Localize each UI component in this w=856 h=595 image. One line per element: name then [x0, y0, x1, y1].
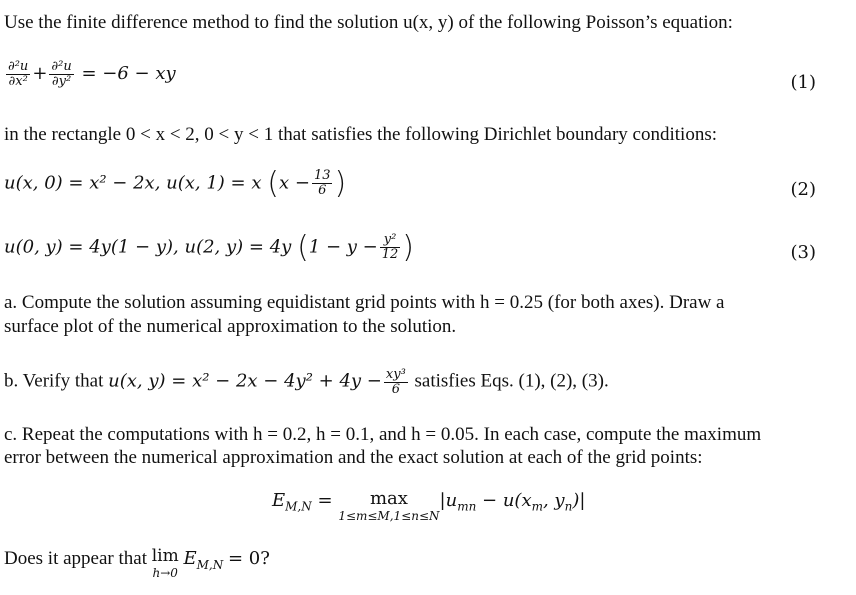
- part-c-line-2: error between the numerical approximation and the exact solution at each of the grid points:: [4, 447, 703, 468]
- eq2-frac-den: 6: [318, 183, 327, 198]
- eq2-paren-close: ): [334, 166, 347, 201]
- part-b-expr: u(x, y) = x² − 2x − 4y² + 4y −: [108, 370, 382, 392]
- question-e: E: [183, 548, 197, 569]
- eq3-number: (3): [790, 242, 816, 263]
- part-b-suffix: satisfies Eqs. (1), (2), (3).: [414, 370, 609, 392]
- eq3-inner: 1 − y −: [308, 236, 378, 258]
- limit-sub: h→0: [152, 566, 178, 580]
- part-c-line-1: c. Repeat the computations with h = 0.2, h = 0.1, and h = 0.05. In each case, compute the maximum: [4, 424, 762, 445]
- eq1-frac1-den: ∂x²: [8, 73, 28, 89]
- error-rhs-rest: − u(x: [476, 490, 532, 511]
- eq1-frac2-den: ∂y²: [51, 73, 72, 89]
- error-xm-sub: m: [531, 499, 543, 514]
- part-a-line-1: a. Compute the solution assuming equidistant grid points with h = 0.25 (for both axes). Draw a: [4, 292, 725, 313]
- part-b-prefix: b. Verify that: [4, 370, 104, 392]
- error-lhs-sub: M,N: [285, 499, 312, 514]
- eq3-frac-num: y²: [380, 233, 401, 248]
- part-b-frac-den: 6: [391, 381, 400, 397]
- error-yn-sub: n: [564, 499, 573, 514]
- question-prefix: Does it appear that: [4, 548, 147, 569]
- question: [4, 548, 270, 579]
- eq2-frac-num: 13: [313, 168, 331, 184]
- eq1-number: (1): [790, 72, 816, 93]
- part-a-line-2: surface plot of the numerical approximation to the solution.: [4, 316, 457, 337]
- eq3-frac-den: 12: [381, 247, 399, 262]
- limit-operator: lim: [151, 546, 179, 566]
- eq3-left: u(0, y) = 4y(1 − y), u(2, y) = 4y: [4, 236, 292, 258]
- equation-3: [4, 230, 414, 265]
- eq3-paren-open: (: [297, 230, 309, 265]
- eq1-rhs: = −6 − xy: [81, 63, 176, 85]
- eq2-paren-open: (: [267, 166, 279, 201]
- eq1-frac2-num: ∂²u: [51, 59, 72, 74]
- error-equals: =: [317, 490, 333, 511]
- eq1-plus: +: [32, 63, 48, 85]
- eq1-frac1-num: ∂²u: [8, 59, 29, 74]
- max-operator: max: [369, 488, 408, 509]
- error-rhs: |u: [439, 490, 458, 511]
- question-suffix: = 0?: [227, 548, 270, 569]
- equation-1: [4, 60, 176, 88]
- error-comma: , y: [542, 490, 565, 511]
- eq2-inner: x −: [278, 172, 310, 194]
- max-range: 1≤m≤M,1≤n≤N: [338, 509, 440, 523]
- equation-2: [4, 166, 346, 201]
- eq2-number: (2): [790, 179, 816, 200]
- error-lhs: E: [272, 490, 286, 511]
- error-close: )|: [572, 490, 586, 511]
- intro-text: Use the finite difference method to find the solution u(x, y) of the following Poisson’s equation:: [4, 12, 733, 33]
- part-b-frac-num: xy³: [385, 367, 406, 382]
- error-equation: [272, 490, 585, 522]
- part-b: [4, 368, 609, 396]
- rectangle-text: in the rectangle 0 < x < 2, 0 < y < 1 that satisfies the following Dirichlet boundary conditions:: [4, 124, 718, 145]
- eq2-left: u(x, 0) = x² − 2x, u(x, 1) = x: [4, 172, 262, 194]
- eq3-paren-close: ): [402, 230, 415, 265]
- error-rhs-sub: mn: [457, 499, 477, 514]
- question-e-sub: M,N: [196, 557, 224, 572]
